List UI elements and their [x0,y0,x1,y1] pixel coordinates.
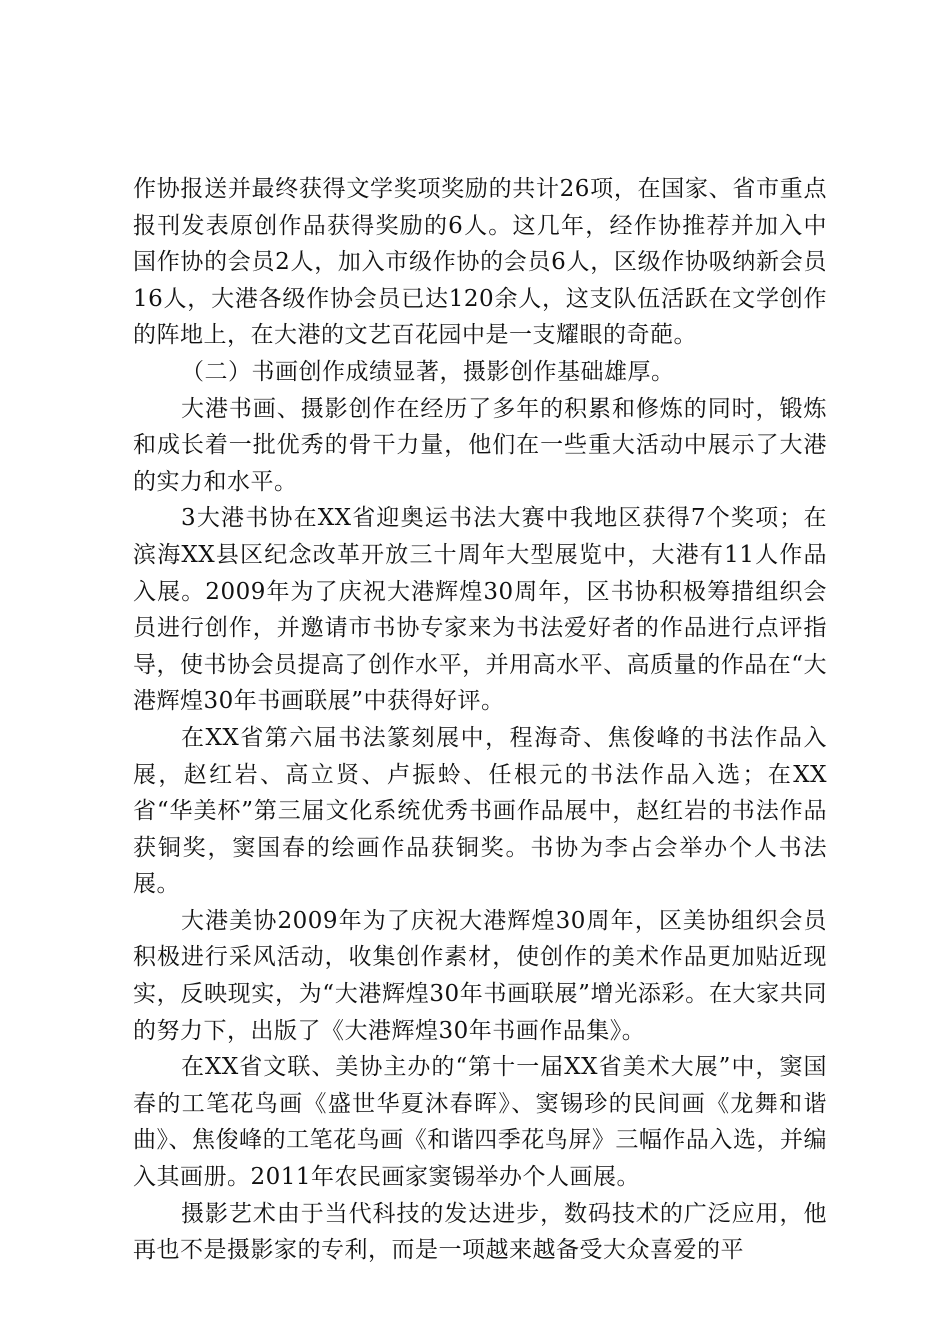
document-body [133,171,827,1269]
paragraph-5: 在XX省第六届书法篆刻展中，程海奇、焦俊峰的书法作品入展，赵红岩、高立贤、卢振蛉、任根元的书法作品入选；在XX省“华美杯”第三届文化系统优秀书画作品展中，赵红岩的书法作品获铜奖，窦国春的绘画作品获铜奖。书协为李占会举办个人书法展。 [133,724,827,898]
paragraph-7: 在XX省文联、美协主办的“第十一届XX省美术大展”中，窦国春的工笔花鸟画《盛世华夏沐春晖》、窦锡珍的民间画《龙舞和谐曲》、焦俊峰的工笔花鸟画《和谐四季花鸟屏》三幅作品入选，并编入其画册。2011年农民画家窦锡举办个人画展。 [133,1054,827,1191]
section-heading: （二）书画创作成绩显著，摄影创作基础雄厚。 [181,358,675,385]
paragraph-4: 3大港书协在XX省迎奥运书法大赛中我地区获得7个奖项；在滨海XX县区纪念改革开放三十周年大型展览中，大港有11人作品入展。2009年为了庆祝大港辉煌30周年，区书协积极筹措组织会员进行创作，并邀请市书协专家来为书法爱好者的作品进行点评指导，使书协会员提高了创作水平，并用高水平、高质量的作品在“大港辉煌30年书画联展”中获得好评。 [133,505,827,715]
paragraph-3: 大港书画、摄影创作在经历了多年的积累和修炼的同时，锻炼和成长着一批优秀的骨干力量，他们在一些重大活动中展示了大港的实力和水平。 [133,395,827,495]
paragraph-8: 摄影艺术由于当代科技的发达进步，数码技术的广泛应用，他再也不是摄影家的专利，而是一项越来越备受大众喜爱的平 [133,1200,827,1264]
paragraph-1: 作协报送并最终获得文学奖项奖励的共计26项，在国家、省市重点报刊发表原创作品获得奖励的6人。这几年，经作协推荐并加入中国作协的会员2人，加入市级作协的会员6人，区级作协吸纳新会员16人，大港各级作协会员已达120余人，这支队伍活跃在文学创作的阵地上，在大港的文艺百花园中是一支耀眼的奇葩。 [133,176,827,349]
paragraph-6: 大港美协2009年为了庆祝大港辉煌30周年，区美协组织会员积极进行采风活动，收集创作素材，使创作的美术作品更加贴近现实，反映现实，为“大港辉煌30年书画联展”增光添彩。在大家共同的努力下，出版了《大港辉煌30年书画作品集》。 [133,907,827,1044]
